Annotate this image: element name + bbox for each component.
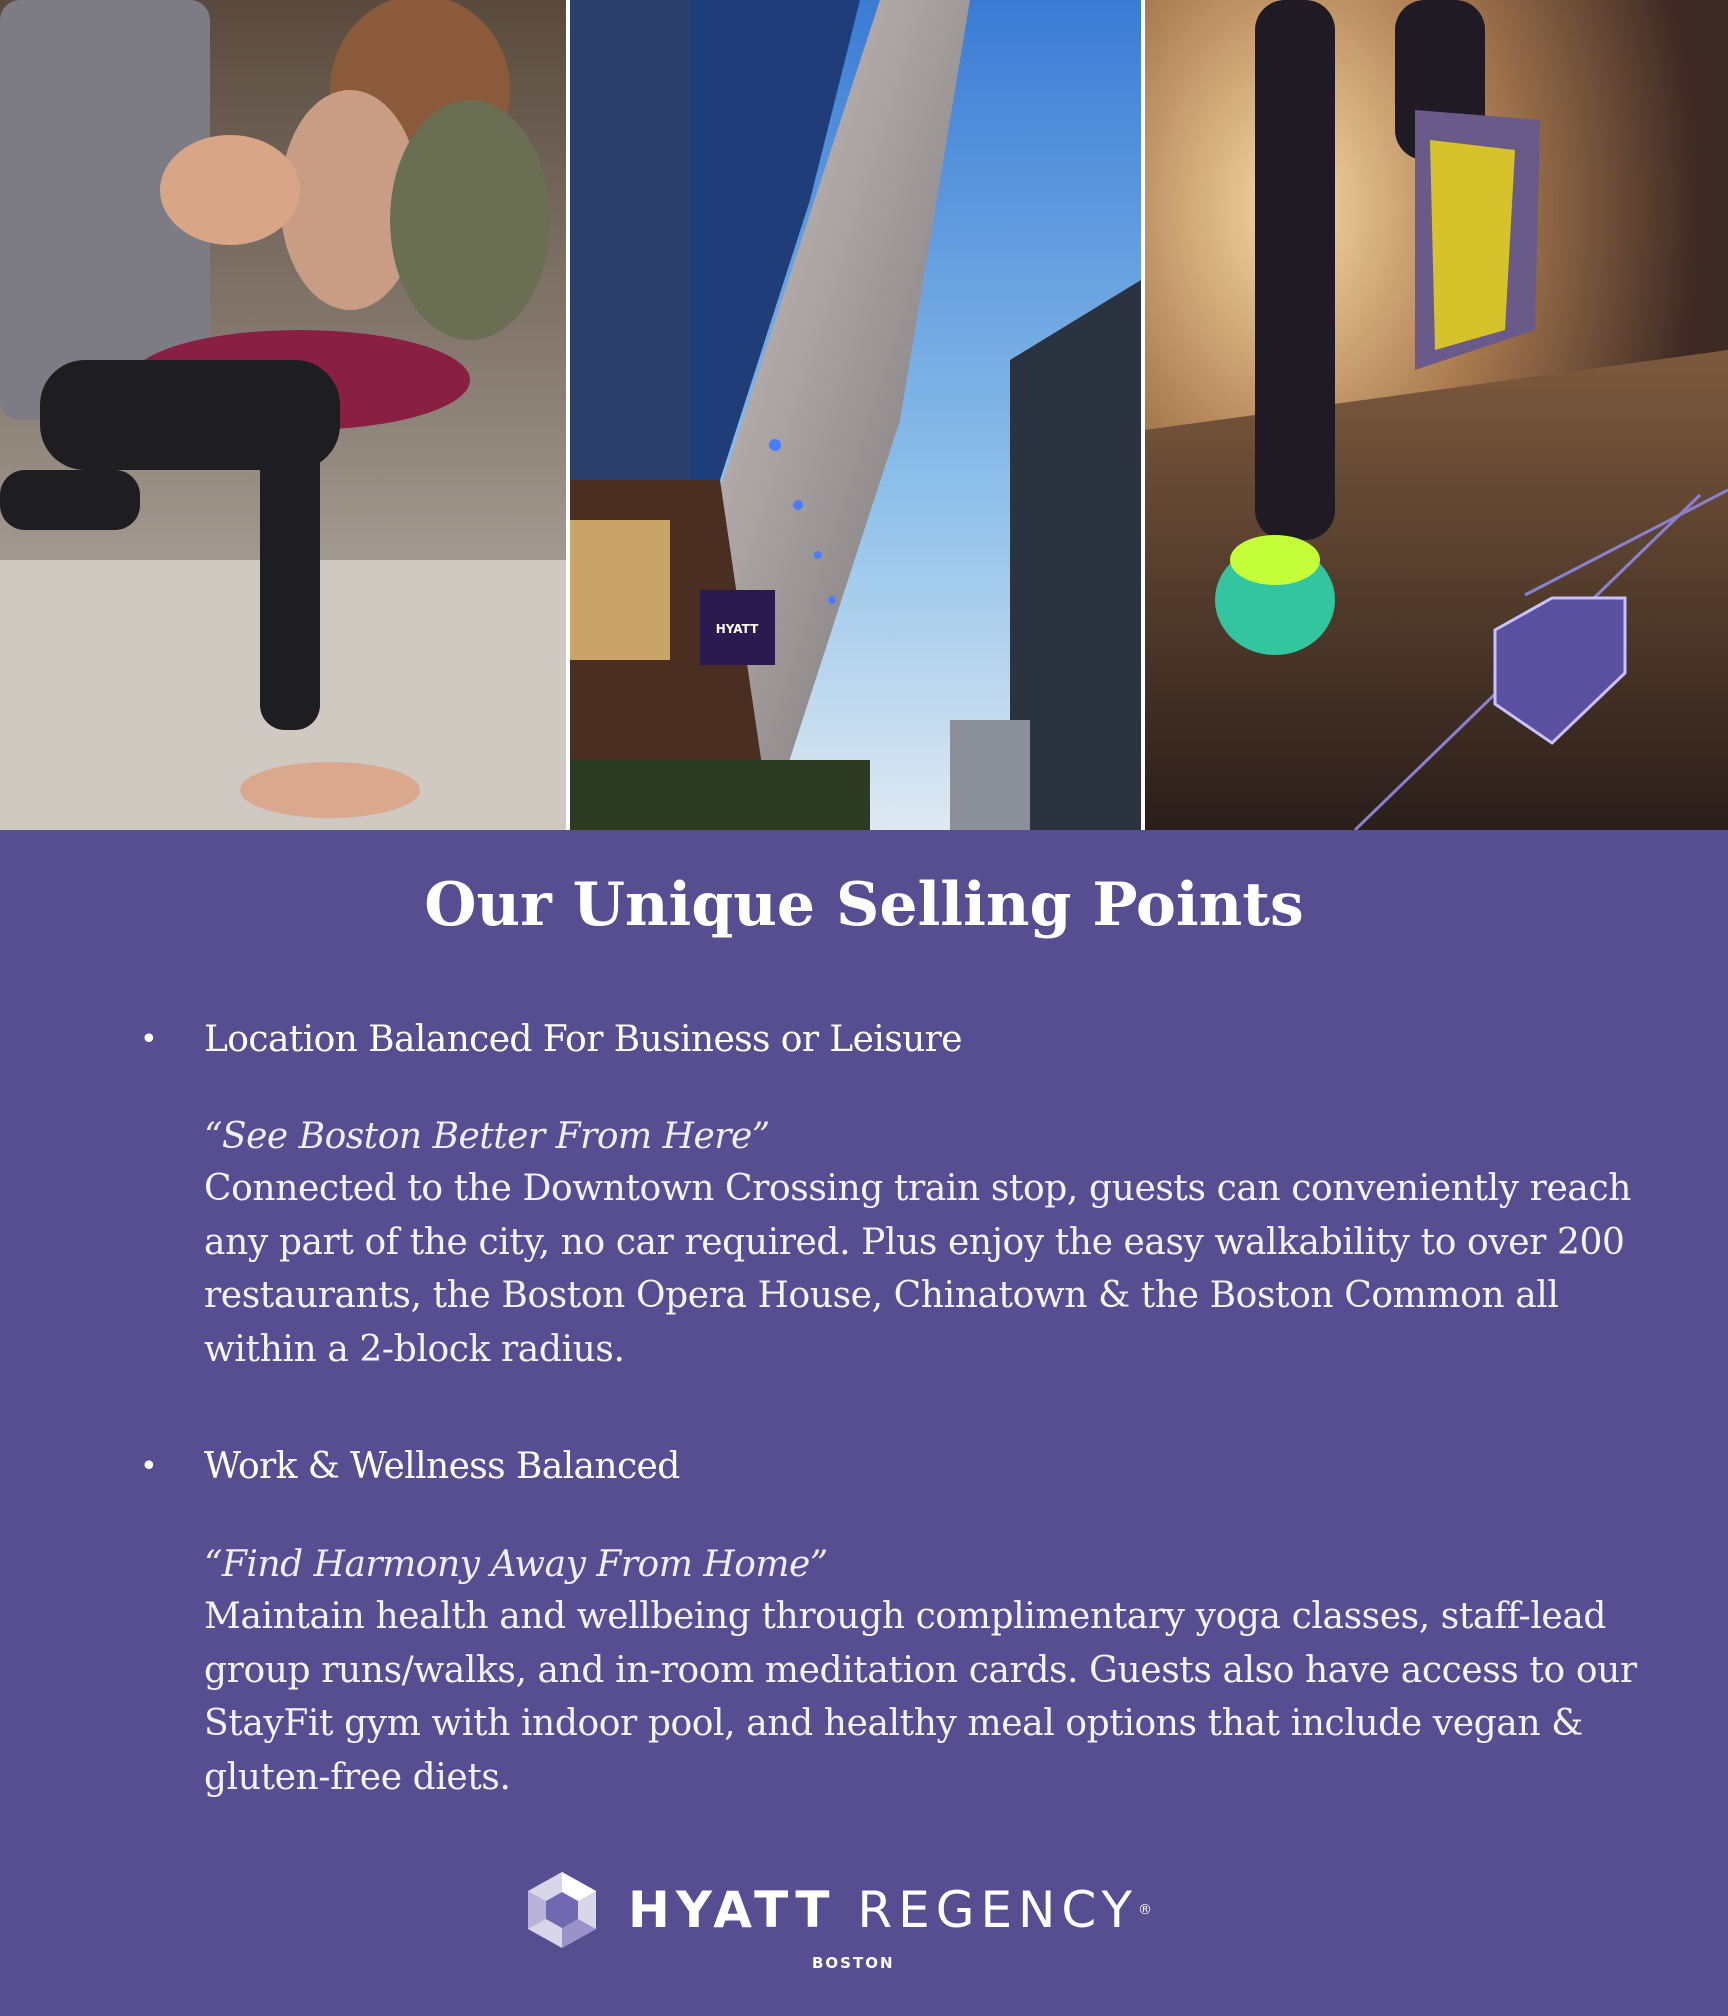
- hyatt-regency-logo: [524, 1870, 1224, 2000]
- runner-photo: [1145, 0, 1728, 830]
- point-heading: Work & Wellness Balanced: [204, 1446, 680, 1487]
- brand-light: REGENCY: [857, 1881, 1139, 1939]
- brand-wordmark: [628, 1880, 1152, 1940]
- bullet: •: [140, 1449, 158, 1484]
- hotel-exterior-photo: [570, 0, 1141, 830]
- brand-city: BOSTON: [812, 1954, 895, 1972]
- bullet: •: [140, 1022, 158, 1057]
- page-title: Our Unique Selling Points: [424, 870, 1304, 940]
- point-body: Connected to the Downtown Crossing train stop, guests can conveniently reach any part of the city, no car required. Plus enjoy the easy walkability to over 200 restaurants, the Boston Opera House, Chinatown & the Boston Common all within a 2-block radius.: [204, 1168, 1632, 1370]
- yoga-class-photo: [0, 0, 566, 830]
- point-tagline: “See Boston Better From Here”: [204, 1116, 770, 1157]
- point-heading: Location Balanced For Business or Leisure: [204, 1019, 962, 1060]
- svg-text:HYATT: HYATT: [715, 622, 759, 636]
- brand-bold: HYATT: [628, 1881, 836, 1939]
- hyatt-regency-logo-icon: [524, 1870, 600, 1950]
- registered-mark: ®: [1138, 1902, 1153, 1918]
- point-tagline: “Find Harmony Away From Home”: [204, 1544, 828, 1585]
- point-body: Maintain health and wellbeing through complimentary yoga classes, staff-lead group runs/walks, and in-room meditation cards. Guests also have access to our StayFit gym with indoor pool, and healthy meal options that include vegan & gluten-free diets.: [204, 1596, 1637, 1798]
- content-panel: [0, 830, 1728, 2016]
- photo-strip: [0, 0, 1728, 830]
